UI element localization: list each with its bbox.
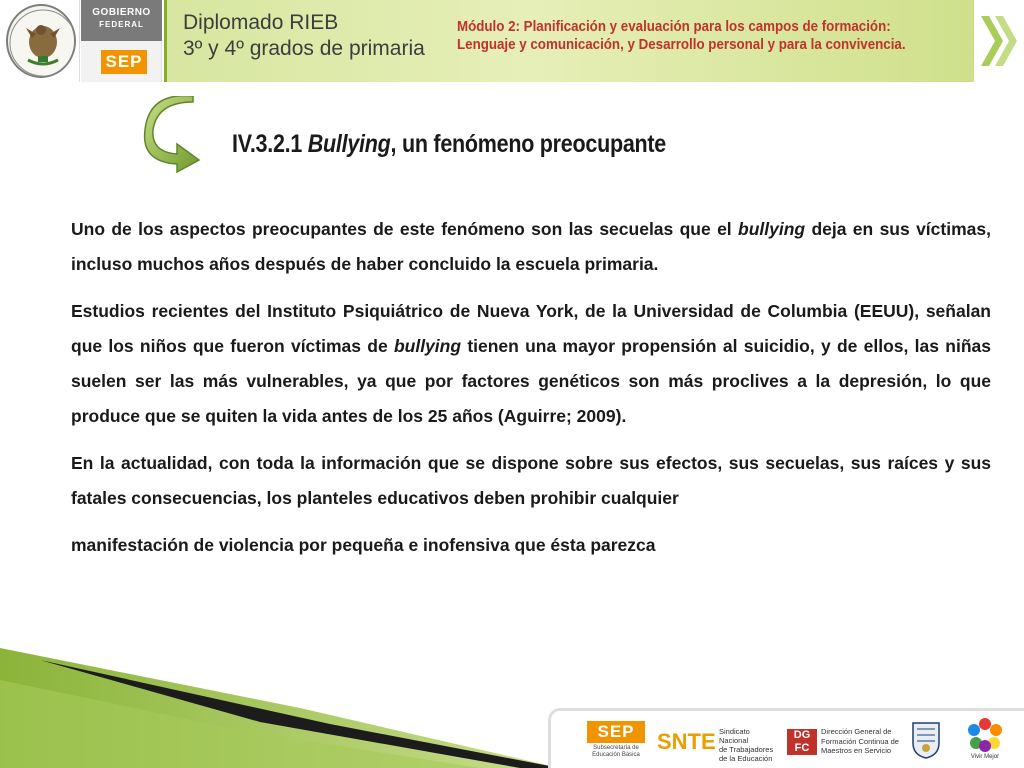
- p1-text-a: Uno de los aspectos preocupantes de este fenómeno son las secuelas que el: [71, 219, 739, 239]
- sep-footer-sub: Subsecretaría de Educación Básica: [592, 745, 640, 758]
- snte-logo: [657, 721, 781, 761]
- program-line1: Diplomado RIEB: [183, 11, 339, 34]
- p1-emphasis: bullying: [738, 219, 806, 239]
- p2-text-b: tienen una mayor propensión al suicidio, y de ellos, las niñas suelen ser las más vulnerables, ya que por factores genéticos son más proclives a la depresión, lo que produce que se quiten la vida antes de los 25 años (Aguirre; 2009).: [71, 336, 991, 426]
- page-title: [232, 130, 666, 159]
- snte-sub: [719, 727, 781, 763]
- program-title: [183, 10, 425, 62]
- sep-header-label: SEP: [101, 50, 147, 74]
- p2-emphasis: bullying: [393, 336, 462, 356]
- dgfc-sub: [821, 727, 899, 756]
- paragraph-2: [71, 294, 991, 434]
- p2-text-a: Estudios recientes del Instituto Psiquiátrico de Nueva York, de la Universidad de Columbia (EEUU), señalan que los niños que fueron víctimas de: [71, 301, 991, 356]
- dgfc-sub-line3: Maestros en Servicio: [821, 746, 892, 755]
- dgfc-mark: DG FC: [787, 729, 817, 755]
- sep-footer-mark: SEP: [587, 721, 645, 743]
- main-content: [71, 212, 991, 575]
- snte-sub-line2: de Trabajadores: [719, 745, 774, 754]
- vivir-mejor-label: Vivir Mejor: [970, 754, 1000, 760]
- dgfc-logo: [787, 721, 899, 761]
- title-prefix: IV.3.2.1: [232, 130, 308, 158]
- p3-text-b: manifestación de violencia por pequeña e inofensiva que ésta parezca: [71, 535, 656, 555]
- header: [0, 0, 1024, 82]
- gobierno-line2: FEDERAL: [99, 20, 144, 29]
- title-emphasis: Bullying: [307, 130, 391, 158]
- snte-sub-line3: de la Educación: [719, 754, 773, 763]
- gobierno-federal-logo: [81, 0, 162, 41]
- module-line1: Módulo 2: Planificación y evaluación para los campos de formación:: [457, 19, 891, 35]
- paragraph-3: [71, 446, 991, 516]
- double-chevron-icon[interactable]: [977, 12, 1021, 70]
- mexico-seal-icon: [6, 4, 76, 78]
- module-title: [457, 18, 926, 54]
- program-line2: 3º y 4º grados de primaria: [183, 37, 425, 60]
- paragraph-1: [71, 212, 991, 282]
- dgfc-sub-line2: Formación Continua de: [821, 736, 899, 746]
- sep-header-logo: [81, 41, 162, 82]
- snte-sub-line1: Sindicato Nacional: [719, 727, 750, 745]
- sep-footer-logo: [587, 721, 645, 761]
- module-line2: Lenguaje y comunicación, y Desarrollo personal y para la convivencia.: [457, 37, 906, 53]
- snte-mark: SNTE: [657, 729, 716, 754]
- national-seal-box: [0, 0, 80, 82]
- unam-shield-icon: [911, 721, 941, 759]
- program-banner: [164, 0, 974, 82]
- partner-logo-bar: [548, 708, 1024, 768]
- gobierno-line1: GOBIERNO: [92, 7, 151, 18]
- decorative-wedge: [0, 640, 560, 768]
- p1-text-b: deja en sus víctimas, incluso muchos años después de haber concluido la escuela primaria.: [71, 219, 991, 274]
- curved-arrow-icon[interactable]: [143, 96, 205, 174]
- title-suffix: , un fenómeno preocupante: [390, 130, 666, 158]
- paragraph-3-continued: [71, 528, 991, 563]
- dgfc-sub-line1: Dirección General de: [821, 727, 892, 736]
- vivir-mejor-logo: [963, 716, 1007, 764]
- p3-text-a: En la actualidad, con toda la información que se dispone sobre sus efectos, sus secuelas, sus raíces y sus fatales consecuencias, los planteles educativos deben prohibir cualquier: [71, 453, 991, 508]
